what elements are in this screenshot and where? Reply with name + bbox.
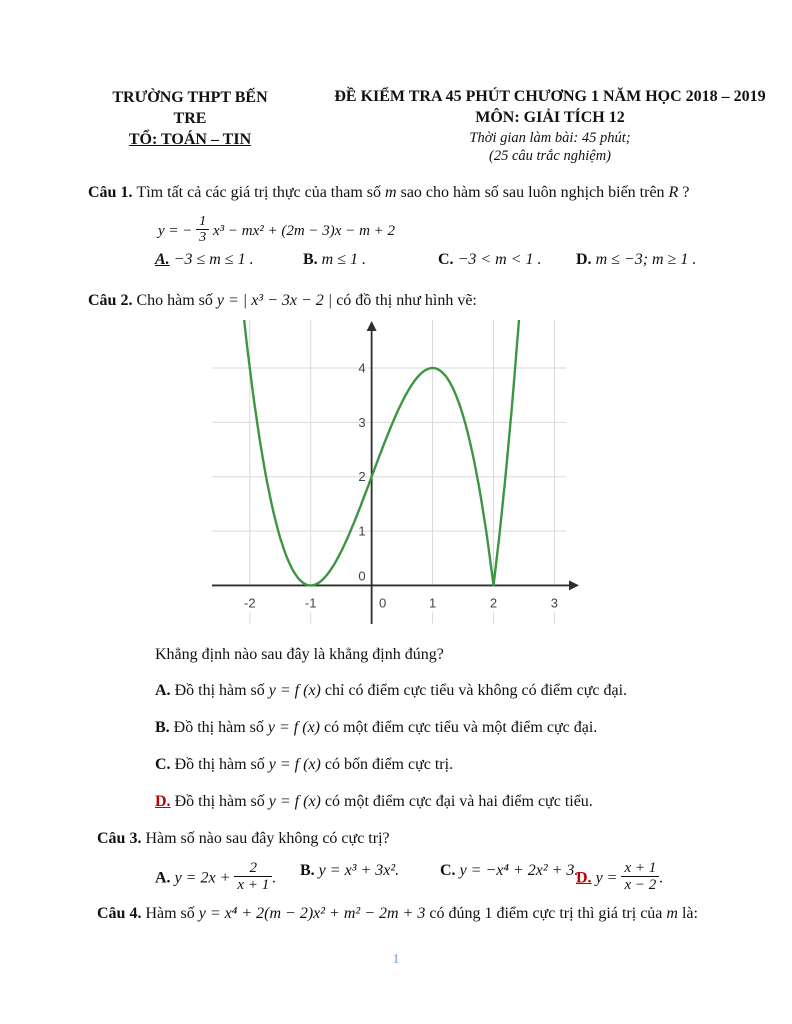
- subject-title: MÔN: GIẢI TÍCH 12: [475, 108, 625, 126]
- q3-option-b: B. y = x³ + 3x².: [300, 862, 400, 879]
- q1-option-b: B. m ≤ 1 .: [303, 251, 367, 268]
- q3-label: Câu 3: [97, 830, 138, 847]
- q2-option-b: B. Đồ thị hàm số y = f (x) có một điểm cực tiểu và một điểm cực đại.: [155, 719, 598, 736]
- q1-option-a: A. −3 ≤ m ≤ 1 .: [155, 251, 254, 268]
- svg-text:4: 4: [358, 360, 366, 376]
- q1-formula: y = − $\frac{1}{3}$ x³ − mx² + (2m − 3)x − m + 2: [158, 213, 396, 246]
- q1-label: Câu 1: [88, 184, 129, 201]
- q4-label: Câu 4: [97, 905, 138, 922]
- question-4-statement: Câu 4. Hàm số y = x⁴ + 2(m − 2)x² + m² − 2m + 3 có đúng 1 điểm cực trị thì giá trị của m là:: [97, 905, 698, 922]
- svg-text:-1: -1: [304, 595, 317, 611]
- svg-text:1: 1: [358, 523, 366, 539]
- q1-option-d: D. m ≤ −3; m ≥ 1 .: [576, 251, 697, 268]
- svg-text:0: 0: [379, 595, 387, 611]
- q2-label: Câu 2: [88, 292, 129, 309]
- svg-text:-2: -2: [243, 595, 256, 611]
- svg-text:3: 3: [550, 595, 559, 611]
- svg-text:1: 1: [428, 595, 437, 611]
- department-name: TỔ: TOÁN – TIN: [128, 131, 252, 149]
- fraction-one-third: $\frac{1}{3}$: [196, 214, 209, 245]
- q3-option-d: D. y = $\frac{x + 1}{x - 2}$ .: [576, 860, 664, 894]
- question-1-statement: Câu 1. Tìm tất cả các giá trị thực của tham số m sao cho hàm số sau luôn nghịch biến trên R ?: [88, 184, 690, 201]
- cau2-function-graph: [212, 318, 580, 630]
- q3-option-c: C. y = −x⁴ + 2x² + 3.: [440, 862, 579, 879]
- svg-text:2: 2: [358, 469, 366, 485]
- q2-option-d: D. Đồ thị hàm số y = f (x) có một điểm cực đại và hai điểm cực tiểu.: [155, 793, 593, 810]
- svg-text:3: 3: [358, 414, 366, 430]
- header-exam-block: [330, 87, 770, 165]
- header-school-block: [95, 87, 285, 150]
- exam-title: ĐỀ KIỂM TRA 45 PHÚT CHƯƠNG 1 NĂM HỌC 2018 – 2019: [334, 88, 766, 105]
- question-count-note: (25 câu trắc nghiệm): [488, 147, 611, 164]
- duration-text: Thời gian làm bài: 45 phút;: [469, 129, 631, 146]
- q1-option-c: C. −3 < m < 1 .: [438, 251, 542, 268]
- q2-option-c: C. Đồ thị hàm số y = f (x) có bốn điểm cực trị.: [155, 756, 454, 773]
- q2-option-a: A. Đồ thị hàm số y = f (x) chỉ có điểm cực tiểu và không có điểm cực đại.: [155, 682, 628, 699]
- svg-text:2: 2: [489, 595, 498, 611]
- q2-question-line: Khẳng định nào sau đây là khẳng định đúng?: [155, 646, 444, 663]
- fraction-d: $\frac{x + 1}{x - 2}$: [621, 860, 659, 894]
- question-3-statement: Câu 3. Hàm số nào sau đây không có cực trị?: [97, 830, 390, 847]
- svg-text:0: 0: [358, 568, 366, 584]
- page-number: 1: [392, 952, 400, 967]
- graph-svg: [212, 318, 580, 630]
- q3-option-a: A. y = 2x + $\frac{2}{x + 1}$ .: [155, 860, 277, 894]
- fraction-a: $\frac{2}{x + 1}$: [234, 860, 272, 894]
- question-2-statement: Câu 2. Cho hàm số y = | x³ − 3x − 2 | có đồ thị như hình vẽ:: [88, 292, 477, 309]
- school-name: TRƯỜNG THPT BẾN TRE: [112, 89, 268, 128]
